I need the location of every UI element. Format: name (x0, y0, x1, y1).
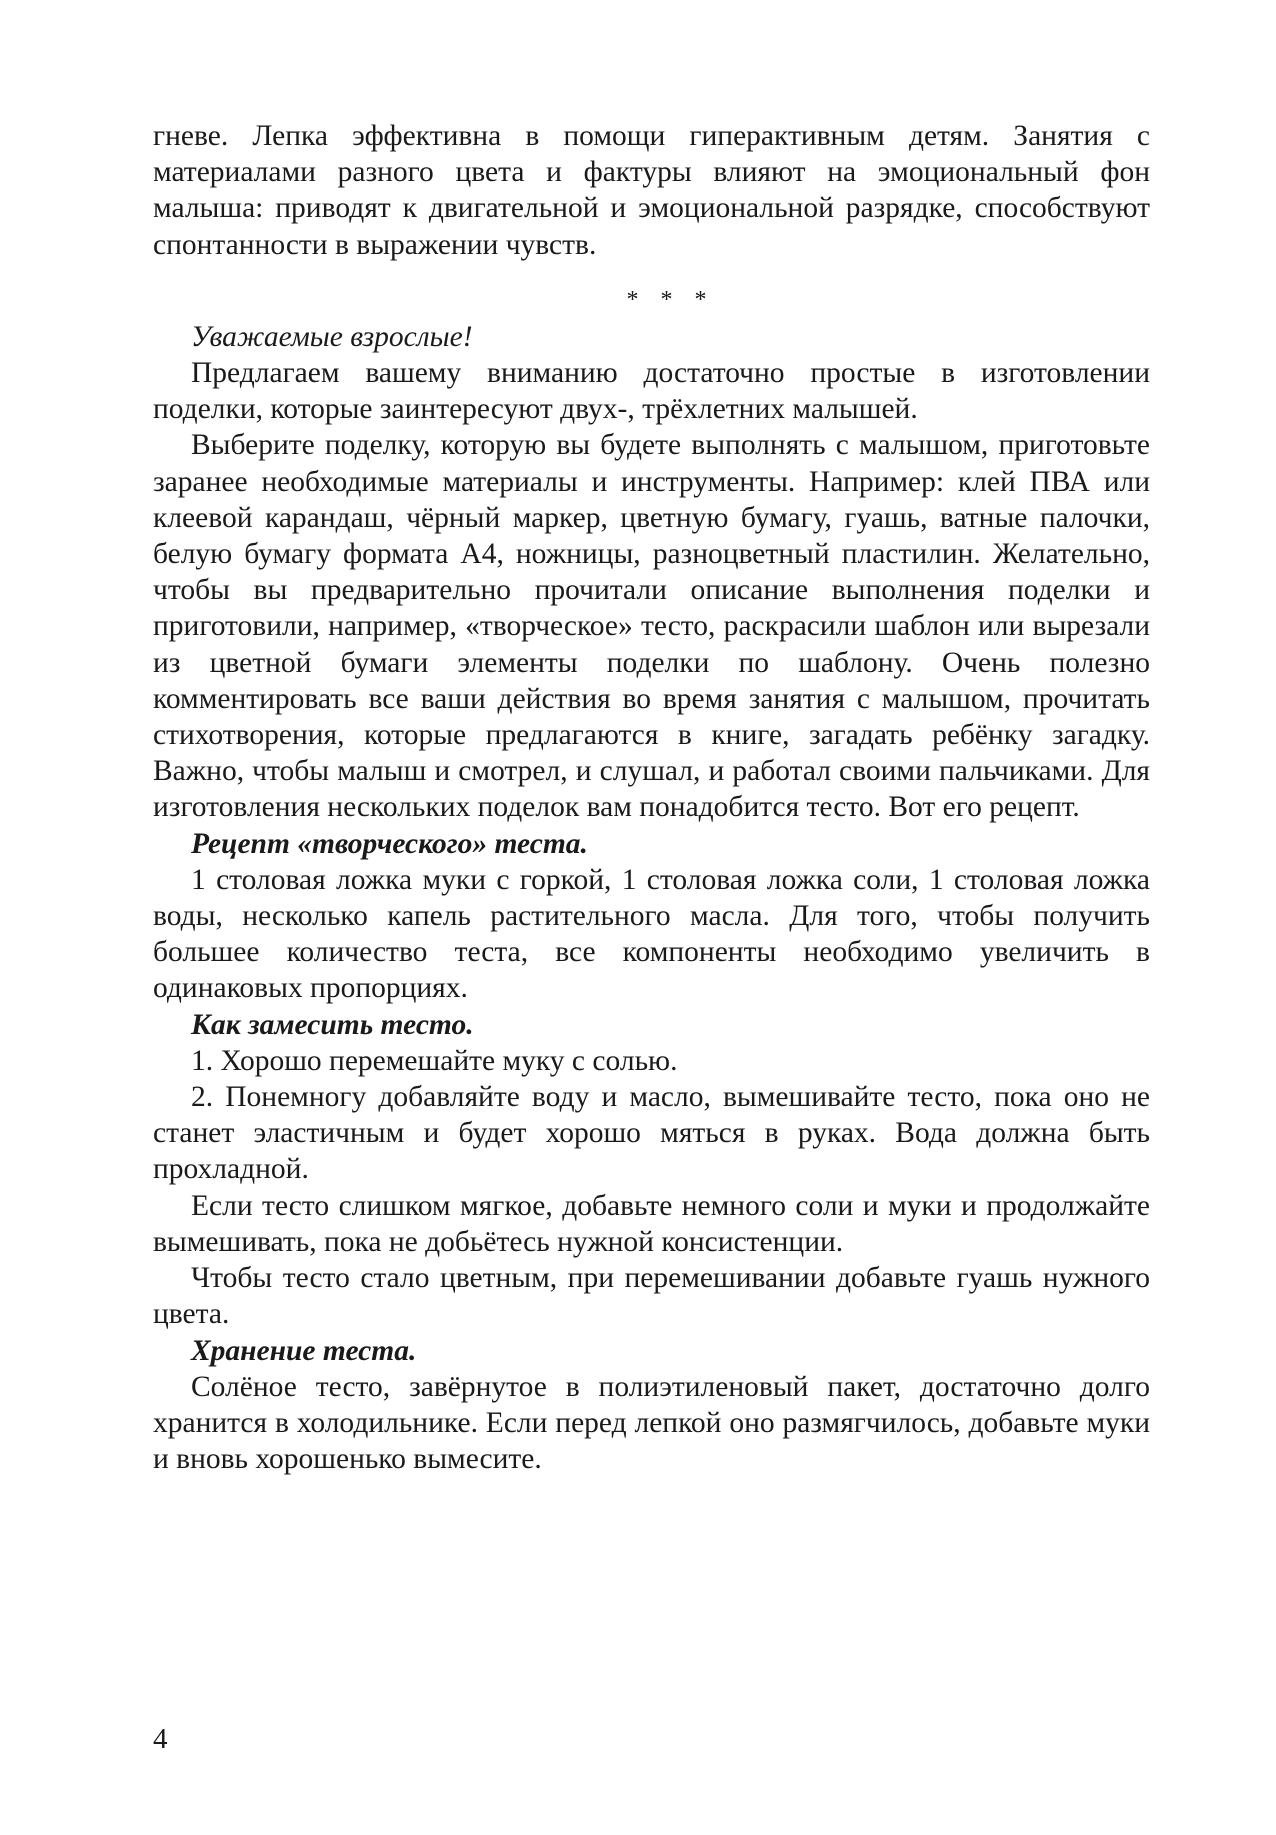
intro-paragraph: гневе. Лепка эффективна в помощи гиперактивным детям. Занятия с материалами разного цвета и фактуры влияют на эмоциональный фон малыша: приводят к двигательной и эмоциональной разрядке, способствуют спонтанности в выражении чувств. (153, 120, 1150, 261)
paragraph-offer: Предлагаем вашему вниманию достаточно простые в изготовлении поделки, которые заинтересуют двух-, трёхлетних малышей. (153, 357, 1150, 426)
page-body (153, 118, 1150, 1477)
kneading-step-2: 2. Понемногу добавляйте воду и масло, вымешивайте тесто, пока оно не станет эластичным и будет хорошо мяться в руках. Вода должна быть прохладной. (153, 1081, 1150, 1186)
kneading-note-2: Чтобы тесто стало цветным, при перемешивании добавьте гуашь нужного цвета. (153, 1262, 1150, 1331)
section-separator: * * * (626, 286, 715, 313)
storage-heading: Хранение теста. (191, 1334, 417, 1367)
kneading-heading: Как замесить тесто. (191, 1008, 474, 1041)
kneading-step-1: 1. Хорошо перемешайте муку с солью. (191, 1044, 678, 1077)
kneading-note-1: Если тесто слишком мягкое, добавьте немного соли и муки и продолжайте вымешивать, пока не добьётесь нужной консистенции. (153, 1189, 1150, 1258)
paragraph-instructions: Выберите поделку, которую вы будете выполнять с малышом, приготовьте заранее необходимые материалы и инструменты. Например: клей ПВА или клеевой карандаш, чёрный маркер, цветную бумагу, гуашь, ватные палочки, белую бумагу формата А4, ножницы, разноцветный пластилин. Желательно, чтобы вы предварительно прочитали описание выполнения поделки и приготовили, например, «творческое» тесто, раскрасили шаблон или вырезали из цветной бумаги элементы поделки по шаблону. Очень полезно комментировать все ваши действия во время занятия с малышом, прочитать стихотворения, которые предлагаются в книге, загадать ребёнку загадку. Важно, чтобы малыш и смотрел, и слушал, и работал своими пальчиками. Для изготовления нескольких поделок вам понадобится тесто. Вот его рецепт. (153, 429, 1150, 824)
recipe-text: 1 столовая ложка муки с горкой, 1 столовая ложка соли, 1 столовая ложка воды, несколько капель растительного масла. Для того, чтобы получить большее количество теста, все компоненты необходимо увеличить в одинаковых пропорциях. (153, 863, 1150, 1005)
page-number: 4 (153, 1723, 168, 1755)
storage-text: Солёное тесто, завёрнутое в полиэтиленовый пакет, достаточно долго хранится в холодильнике. Если перед лепкой оно размягчилось, добавьте муки и вновь хорошенько вымесите. (153, 1370, 1150, 1476)
recipe-heading: Рецепт «творческого» теста. (191, 827, 588, 860)
greeting: Уважаемые взрослые! (191, 320, 473, 353)
